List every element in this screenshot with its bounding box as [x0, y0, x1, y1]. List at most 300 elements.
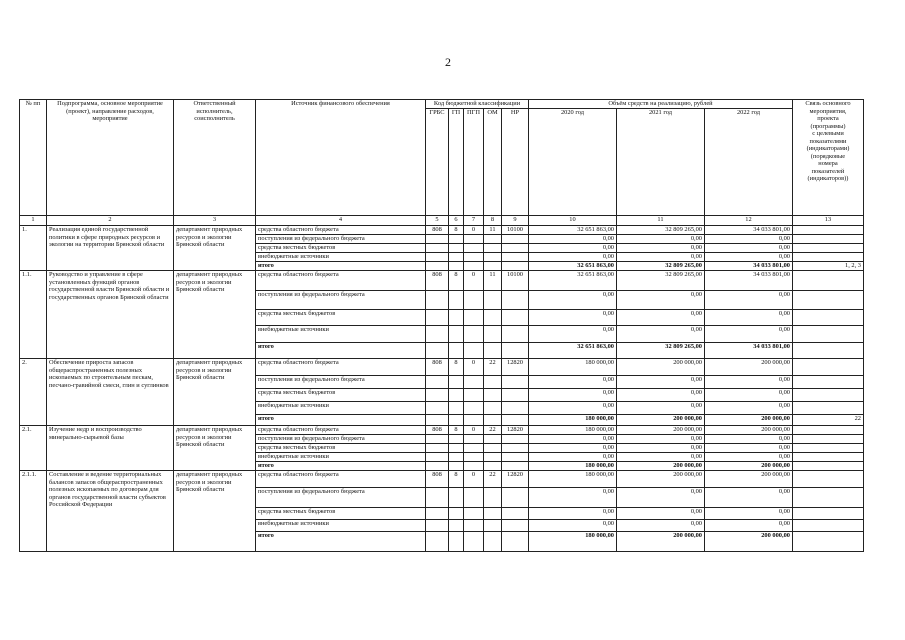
indicator-link-empty — [793, 389, 864, 402]
code-empty — [464, 508, 484, 520]
funding-source: внебюджетные источники — [256, 326, 426, 343]
code-empty — [426, 462, 449, 471]
code-grbs: 808 — [426, 359, 449, 376]
code-gp: 8 — [449, 471, 464, 488]
funding-source: поступления из федерального бюджета — [256, 488, 426, 508]
header-budget-code: Код бюджетной классификации — [426, 100, 529, 109]
funding-source: средства областного бюджета — [256, 471, 426, 488]
code-empty — [449, 520, 464, 532]
amount-y2021: 200 000,00 — [617, 462, 705, 471]
header-volume: Объём средств на реализацию, рублей — [529, 100, 793, 109]
amount-y2020: 0,00 — [529, 444, 617, 453]
funding-source: средства местных бюджетов — [256, 389, 426, 402]
amount-y2021: 32 809 265,00 — [617, 262, 705, 271]
code-empty — [502, 343, 529, 359]
amount-y2021: 200 000,00 — [617, 426, 705, 435]
code-om: 11 — [484, 271, 502, 291]
funding-source: внебюджетные источники — [256, 402, 426, 415]
header-2021: 2021 год — [617, 109, 705, 216]
indicator-link-empty — [793, 376, 864, 389]
code-empty — [484, 488, 502, 508]
code-empty — [502, 310, 529, 326]
code-empty — [464, 453, 484, 462]
amount-y2022: 200 000,00 — [705, 471, 793, 488]
row-num: 2.1. — [20, 426, 47, 471]
code-empty — [464, 488, 484, 508]
header-row — [20, 100, 864, 109]
code-empty — [484, 389, 502, 402]
code-empty — [502, 435, 529, 444]
amount-y2020: 0,00 — [529, 488, 617, 508]
code-empty — [449, 508, 464, 520]
funding-source: средства областного бюджета — [256, 271, 426, 291]
header-link-line: показателей — [811, 167, 845, 175]
code-empty — [449, 235, 464, 244]
column-number: 10 — [529, 216, 617, 226]
funding-source: средства местных бюджетов — [256, 444, 426, 453]
indicator-link-empty — [793, 453, 864, 462]
amount-y2021: 0,00 — [617, 488, 705, 508]
indicator-link-empty — [793, 343, 864, 359]
code-empty — [464, 532, 484, 552]
code-empty — [484, 253, 502, 262]
code-empty — [484, 402, 502, 415]
amount-y2020: 180 000,00 — [529, 359, 617, 376]
funding-source: поступления из федерального бюджета — [256, 291, 426, 310]
column-number: 5 — [426, 216, 449, 226]
table-row — [20, 271, 864, 291]
executor: департамент природных ресурсов и экологии Брянской области — [174, 226, 256, 271]
code-grbs: 808 — [426, 226, 449, 235]
indicator-link-empty — [793, 426, 864, 435]
table-row — [20, 426, 864, 435]
amount-y2020: 0,00 — [529, 402, 617, 415]
amount-y2021: 32 809 265,00 — [617, 343, 705, 359]
code-empty — [449, 310, 464, 326]
funding-source: внебюджетные источники — [256, 453, 426, 462]
column-number: 3 — [174, 216, 256, 226]
header-link-line: показателями — [809, 137, 847, 145]
indicator-link-empty — [793, 462, 864, 471]
amount-y2021: 0,00 — [617, 389, 705, 402]
code-pgp: 0 — [464, 271, 484, 291]
indicator-link-empty — [793, 291, 864, 310]
code-empty — [464, 376, 484, 389]
code-empty — [426, 453, 449, 462]
header-pgp: ПГП — [464, 109, 484, 216]
code-empty — [502, 532, 529, 552]
header-gp: ГП — [449, 109, 464, 216]
amount-y2020: 0,00 — [529, 235, 617, 244]
code-empty — [484, 310, 502, 326]
amount-y2022: 0,00 — [705, 291, 793, 310]
column-number: 4 — [256, 216, 426, 226]
code-empty — [449, 402, 464, 415]
amount-y2020: 32 651 863,00 — [529, 262, 617, 271]
code-empty — [426, 435, 449, 444]
amount-y2020: 0,00 — [529, 453, 617, 462]
code-empty — [464, 310, 484, 326]
header-2022: 2022 год — [705, 109, 793, 216]
code-empty — [502, 488, 529, 508]
amount-y2020: 0,00 — [529, 520, 617, 532]
code-empty — [449, 343, 464, 359]
code-empty — [449, 253, 464, 262]
measure-name: Руководство и управление в сфере установленных функций органов государственной власти Брянской области и государственных органов Брянской области — [47, 271, 174, 359]
column-numbers-row — [20, 216, 864, 226]
amount-y2022: 0,00 — [705, 376, 793, 389]
code-empty — [449, 415, 464, 426]
funding-source: итого — [256, 462, 426, 471]
amount-y2020: 0,00 — [529, 253, 617, 262]
code-empty — [484, 326, 502, 343]
row-num: 2. — [20, 359, 47, 426]
amount-y2022: 0,00 — [705, 235, 793, 244]
amount-y2022: 200 000,00 — [705, 532, 793, 552]
code-empty — [464, 402, 484, 415]
row-num: 2.1.1. — [20, 471, 47, 552]
code-empty — [502, 444, 529, 453]
executor: департамент природных ресурсов и экологии Брянской области — [174, 359, 256, 426]
amount-y2021: 0,00 — [617, 435, 705, 444]
amount-y2022: 200 000,00 — [705, 415, 793, 426]
header-link — [793, 100, 864, 216]
header-np: НР — [502, 109, 529, 216]
header-link-line: Связь основного — [805, 100, 851, 107]
indicator-link: 1, 2, 3 — [793, 262, 864, 271]
indicator-link-empty — [793, 359, 864, 376]
amount-y2022: 0,00 — [705, 488, 793, 508]
amount-y2021: 200 000,00 — [617, 415, 705, 426]
amount-y2022: 34 033 801,00 — [705, 343, 793, 359]
indicator-link-empty — [793, 402, 864, 415]
code-empty — [464, 262, 484, 271]
funding-source: средства местных бюджетов — [256, 244, 426, 253]
amount-y2020: 32 651 863,00 — [529, 226, 617, 235]
code-empty — [502, 415, 529, 426]
table-row — [20, 471, 864, 488]
code-empty — [484, 532, 502, 552]
code-empty — [484, 235, 502, 244]
indicator-link-empty — [793, 471, 864, 488]
code-empty — [464, 343, 484, 359]
code-empty — [449, 444, 464, 453]
amount-y2020: 0,00 — [529, 376, 617, 389]
code-empty — [502, 402, 529, 415]
funding-source: поступления из федерального бюджета — [256, 435, 426, 444]
code-empty — [484, 453, 502, 462]
column-number: 8 — [484, 216, 502, 226]
amount-y2020: 0,00 — [529, 389, 617, 402]
code-empty — [502, 462, 529, 471]
funding-source: средства местных бюджетов — [256, 310, 426, 326]
code-np: 12820 — [502, 426, 529, 435]
indicator-link-empty — [793, 271, 864, 291]
amount-y2022: 0,00 — [705, 326, 793, 343]
header-link-line: (программы) — [810, 122, 846, 130]
code-empty — [426, 488, 449, 508]
code-empty — [449, 262, 464, 271]
column-number: 1 — [20, 216, 47, 226]
funding-source: итого — [256, 262, 426, 271]
code-empty — [449, 532, 464, 552]
header-link-line: мероприятия, — [809, 107, 847, 115]
header-link-line: (индикаторов)) — [807, 175, 849, 183]
amount-y2021: 0,00 — [617, 508, 705, 520]
indicator-link-empty — [793, 435, 864, 444]
amount-y2021: 0,00 — [617, 444, 705, 453]
amount-y2022: 0,00 — [705, 435, 793, 444]
amount-y2020: 0,00 — [529, 244, 617, 253]
code-empty — [484, 435, 502, 444]
code-empty — [484, 291, 502, 310]
amount-y2021: 200 000,00 — [617, 471, 705, 488]
funding-source: внебюджетные источники — [256, 253, 426, 262]
amount-y2022: 200 000,00 — [705, 462, 793, 471]
amount-y2021: 0,00 — [617, 326, 705, 343]
header-link-line: с целевыми — [812, 130, 844, 138]
header-link-line: (индикаторами) — [806, 145, 850, 153]
code-om: 22 — [484, 471, 502, 488]
code-empty — [464, 291, 484, 310]
code-empty — [449, 453, 464, 462]
code-empty — [449, 389, 464, 402]
code-np: 12820 — [502, 471, 529, 488]
indicator-link-empty — [793, 444, 864, 453]
amount-y2020: 32 651 863,00 — [529, 343, 617, 359]
column-number: 7 — [464, 216, 484, 226]
measure-name: Обеспечение прироста запасов общераспространенных полезных ископаемых по строительным пескам, песчано-гравийной смеси, глин и суглинков — [47, 359, 174, 426]
amount-y2022: 34 033 801,00 — [705, 262, 793, 271]
amount-y2020: 0,00 — [529, 291, 617, 310]
code-pgp: 0 — [464, 471, 484, 488]
amount-y2022: 200 000,00 — [705, 426, 793, 435]
code-grbs: 808 — [426, 271, 449, 291]
code-empty — [502, 262, 529, 271]
table-row — [20, 226, 864, 235]
row-num: 1.1. — [20, 271, 47, 359]
header-executor: Ответственный исполнитель, соисполнитель — [174, 100, 256, 216]
indicator-link-empty — [793, 244, 864, 253]
code-empty — [502, 508, 529, 520]
amount-y2022: 200 000,00 — [705, 359, 793, 376]
code-empty — [464, 444, 484, 453]
code-empty — [426, 326, 449, 343]
header-num: № пп — [20, 100, 47, 216]
table-body — [20, 100, 864, 552]
amount-y2020: 180 000,00 — [529, 471, 617, 488]
amount-y2020: 0,00 — [529, 326, 617, 343]
code-empty — [426, 244, 449, 253]
code-empty — [502, 326, 529, 343]
code-empty — [426, 291, 449, 310]
code-empty — [426, 253, 449, 262]
code-empty — [484, 244, 502, 253]
code-empty — [502, 453, 529, 462]
amount-y2020: 180 000,00 — [529, 426, 617, 435]
amount-y2022: 0,00 — [705, 389, 793, 402]
code-empty — [464, 326, 484, 343]
amount-y2022: 0,00 — [705, 310, 793, 326]
indicator-link-empty — [793, 235, 864, 244]
amount-y2021: 200 000,00 — [617, 532, 705, 552]
amount-y2022: 0,00 — [705, 402, 793, 415]
column-number: 2 — [47, 216, 174, 226]
code-np: 12820 — [502, 359, 529, 376]
funding-source: поступления из федерального бюджета — [256, 376, 426, 389]
amount-y2022: 0,00 — [705, 453, 793, 462]
indicator-link-empty — [793, 488, 864, 508]
code-empty — [426, 402, 449, 415]
code-empty — [502, 291, 529, 310]
amount-y2021: 200 000,00 — [617, 359, 705, 376]
amount-y2022: 34 033 801,00 — [705, 271, 793, 291]
code-empty — [426, 508, 449, 520]
indicator-link-empty — [793, 532, 864, 552]
code-empty — [449, 462, 464, 471]
header-link-line: (порядковые — [810, 152, 846, 160]
code-empty — [426, 310, 449, 326]
code-empty — [484, 444, 502, 453]
header-source: Источник финансового обеспечения — [256, 100, 426, 216]
amount-y2021: 0,00 — [617, 376, 705, 389]
code-empty — [426, 376, 449, 389]
column-number: 9 — [502, 216, 529, 226]
code-pgp: 0 — [464, 359, 484, 376]
code-empty — [464, 415, 484, 426]
code-np: 10100 — [502, 271, 529, 291]
code-empty — [484, 262, 502, 271]
indicator-link-empty — [793, 326, 864, 343]
code-gp: 8 — [449, 359, 464, 376]
financing-table — [19, 99, 864, 552]
amount-y2021: 0,00 — [617, 253, 705, 262]
code-empty — [426, 415, 449, 426]
code-empty — [464, 520, 484, 532]
amount-y2021: 0,00 — [617, 235, 705, 244]
code-om: 22 — [484, 359, 502, 376]
column-number: 6 — [449, 216, 464, 226]
code-empty — [484, 520, 502, 532]
table-row — [20, 359, 864, 376]
executor: департамент природных ресурсов и экологии Брянской области — [174, 471, 256, 552]
measure-name: Составление и ведение территориальных балансов запасов общераспространенных полезных ископаемых по договорам для органов государственной власти субъектов Российской Федерации — [47, 471, 174, 552]
header-2020: 2020 год — [529, 109, 617, 216]
funding-source: поступления из федерального бюджета — [256, 235, 426, 244]
amount-y2020: 32 651 863,00 — [529, 271, 617, 291]
amount-y2022: 0,00 — [705, 508, 793, 520]
code-om: 11 — [484, 226, 502, 235]
measure-name: Изучение недр и воспроизводство минерально-сырьевой базы — [47, 426, 174, 471]
amount-y2020: 180 000,00 — [529, 532, 617, 552]
code-empty — [426, 532, 449, 552]
indicator-link-empty — [793, 508, 864, 520]
amount-y2021: 32 809 265,00 — [617, 226, 705, 235]
code-gp: 8 — [449, 426, 464, 435]
code-empty — [449, 291, 464, 310]
code-empty — [484, 376, 502, 389]
amount-y2021: 32 809 265,00 — [617, 271, 705, 291]
column-number: 12 — [705, 216, 793, 226]
code-empty — [464, 235, 484, 244]
code-pgp: 0 — [464, 426, 484, 435]
header-om: ОМ — [484, 109, 502, 216]
code-empty — [449, 244, 464, 253]
amount-y2020: 180 000,00 — [529, 415, 617, 426]
indicator-link-empty — [793, 310, 864, 326]
row-num: 1. — [20, 226, 47, 271]
amount-y2020: 0,00 — [529, 508, 617, 520]
code-empty — [426, 520, 449, 532]
amount-y2021: 0,00 — [617, 402, 705, 415]
amount-y2022: 34 033 801,00 — [705, 226, 793, 235]
funding-source: средства областного бюджета — [256, 226, 426, 235]
code-empty — [464, 389, 484, 402]
code-empty — [449, 326, 464, 343]
amount-y2022: 0,00 — [705, 253, 793, 262]
amount-y2021: 0,00 — [617, 520, 705, 532]
header-grbs: ГРБС — [426, 109, 449, 216]
header-name: Подпрограмма, основное мероприятие (проект), направление расходов, мероприятие — [47, 100, 174, 216]
funding-source: внебюджетные источники — [256, 520, 426, 532]
code-empty — [484, 508, 502, 520]
header-link-line: номера — [818, 160, 838, 168]
code-empty — [464, 244, 484, 253]
header-link-line: проекта — [817, 115, 839, 123]
measure-name: Реализация единой государственной политики в сфере природных ресурсов и экологии на территории Брянской области — [47, 226, 174, 271]
column-number: 11 — [617, 216, 705, 226]
amount-y2020: 180 000,00 — [529, 462, 617, 471]
executor: департамент природных ресурсов и экологии Брянской области — [174, 271, 256, 359]
code-empty — [449, 488, 464, 508]
amount-y2020: 0,00 — [529, 310, 617, 326]
code-empty — [449, 435, 464, 444]
code-empty — [502, 235, 529, 244]
code-empty — [484, 415, 502, 426]
indicator-link: 22 — [793, 415, 864, 426]
amount-y2021: 0,00 — [617, 291, 705, 310]
code-empty — [426, 343, 449, 359]
code-empty — [449, 376, 464, 389]
funding-source: итого — [256, 343, 426, 359]
code-empty — [502, 244, 529, 253]
indicator-link-empty — [793, 520, 864, 532]
code-np: 10100 — [502, 226, 529, 235]
code-empty — [426, 389, 449, 402]
code-grbs: 808 — [426, 471, 449, 488]
indicator-link-empty — [793, 253, 864, 262]
page-number: 2 — [445, 55, 451, 69]
code-empty — [484, 462, 502, 471]
amount-y2021: 0,00 — [617, 310, 705, 326]
code-empty — [426, 444, 449, 453]
amount-y2022: 0,00 — [705, 520, 793, 532]
code-empty — [464, 435, 484, 444]
amount-y2022: 0,00 — [705, 444, 793, 453]
code-empty — [502, 253, 529, 262]
code-empty — [426, 235, 449, 244]
funding-source: средства областного бюджета — [256, 359, 426, 376]
amount-y2022: 0,00 — [705, 244, 793, 253]
code-gp: 8 — [449, 271, 464, 291]
code-om: 22 — [484, 426, 502, 435]
code-empty — [464, 253, 484, 262]
code-empty — [426, 262, 449, 271]
column-number: 13 — [793, 216, 864, 226]
amount-y2020: 0,00 — [529, 435, 617, 444]
indicator-link-empty — [793, 226, 864, 235]
code-gp: 8 — [449, 226, 464, 235]
